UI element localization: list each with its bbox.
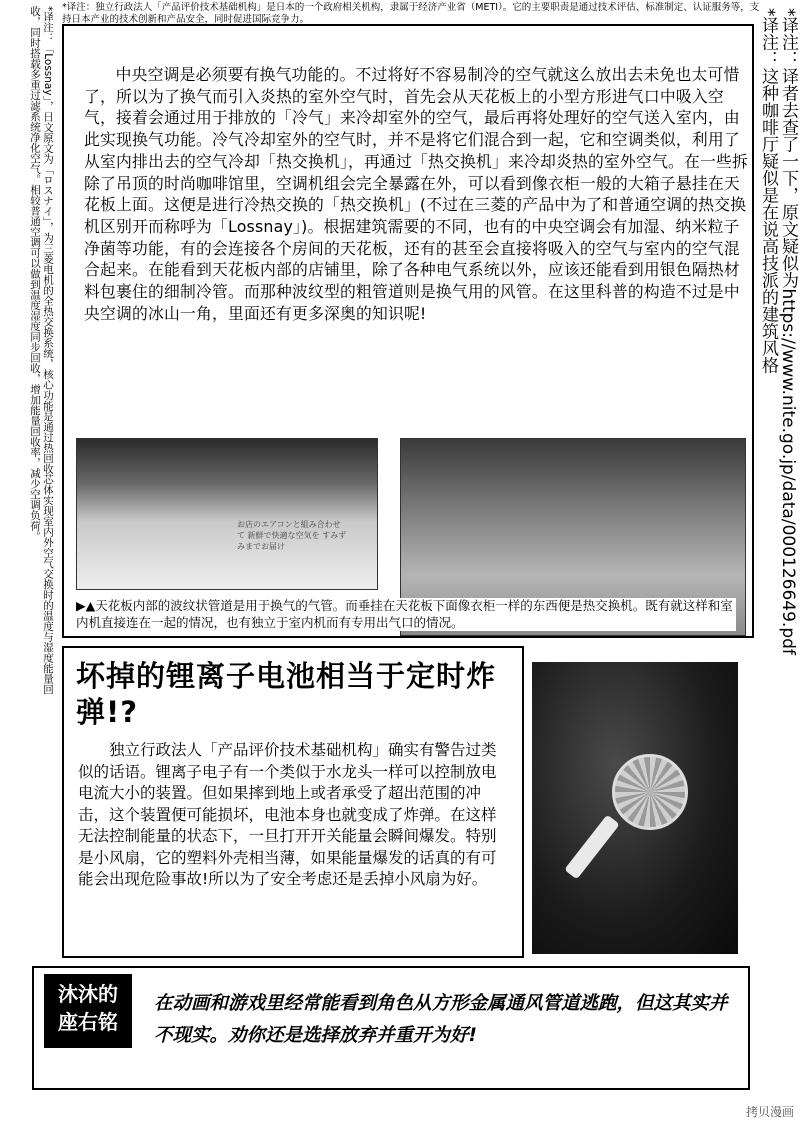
translator-notes-right — [756, 8, 798, 1098]
section-headline: 坏掉的锂离子电池相当于定时炸弹!? — [76, 659, 497, 729]
motto-label-line2: 座右铭 — [58, 1010, 118, 1034]
photo-caption: ▶▲天花板内部的波纹状管道是用于换气的气管。而垂挂在天花板下面像衣柜一样的东西便是热交换机。既有就这样和室内机直接连在一起的情况，也有独立于室内机而有专用出气口的情况。 — [76, 598, 736, 631]
watermark: 拷贝漫画 — [745, 1105, 794, 1119]
fan-handle — [564, 814, 620, 879]
broken-fan-photo — [532, 662, 738, 954]
motto-text: 在动画和游戏里经常能看到角色从方形金属通风管道逃跑，但这其实并不现实。劝你还是选择放弃并重开为好! — [154, 993, 728, 1046]
fan-head — [612, 754, 688, 830]
article-paragraph: 中央空调是必须要有换气功能的。不过将好不容易制冷的空气就这么放出去未免也太可惜了，所以为了换气而引入炎热的室外空气时，首先会从天花板上的小型方形进气口中吸入空气，接着会通过用于排放的「冷气」来冷却室外的空气，最后再将处理好的空气送入室内，由此实现换气功能。冷气冷却室外的空气时，并不是将它们混合到一起，它和空调类似，利用了从室内排出去的空气冷却「热交换机」，再通过「热交换机」来冷却炎热的室外空气。在一些拆除了吊顶的时尚咖啡馆里，空调机组会完全暴露在外，可以看到像衣柜一般的大箱子悬挂在天花板上面。这便是进行冷热交换的「热交换机」(不过在三菱的产品中为了和普通空调的热交换机区别开而称呼为「Lossnay」)。根据建筑需要的不同，也有的中央空调会有加湿、纳米粒子净菌等功能，有的会连接各个房间的天花板，还有的甚至会直接将吸入的空气与室内的空气混合起来。在能看到天花板内部的店铺里，除了各种电气系统以外，应该还能看到用银色隔热材料包裹住的细制冷管。而那种波纹型的粗管道则是换气用的风管。在这里科普的构造不过是中央空调的冰山一角，里面还有更多深奥的知识呢! — [84, 65, 748, 323]
translator-note-top: *译注：独立行政法人「产品评价技术基础机构」是日本的一个政府相关机构，隶属于经济产业省（METI）。它的主要职责是通过技术评估、标准制定、认证服务等，支持日本产业的技术创新和产品安全，同时促进国际竞争力。 — [62, 2, 760, 25]
translator-note-source-url: *译注：译者去查了一下，原文疑似为https://www.nite.go.jp/data/000126649.pdf — [778, 8, 798, 655]
motto-panel — [32, 966, 750, 1090]
central-ac-article-panel — [62, 24, 754, 638]
translator-note-left: *译注：「Lossnay」，日文原文为「ロスナイ」，为三菱电机的全热交换系统，核心功能是通过热回收芯体实现室内外空气交换时的温度与湿度能量回收，同时搭载多重过滤系统净化空气。相较普通空调可以做到温度湿度同步回收，增加能量回收率，减少空调负荷。 — [29, 6, 54, 695]
translator-note-architecture: *译注：这种咖啡厅疑似是在说高技派的建筑风格 — [758, 8, 778, 374]
photo-sign-text: お店のエアコンと組み合わせて 新鮮で快適な空気を すみずみまでお届け — [237, 520, 347, 551]
motto-label — [44, 974, 132, 1048]
motto-label-line1: 沐沐的 — [58, 982, 118, 1006]
lithium-battery-section — [62, 646, 524, 958]
ceiling-duct-photo — [76, 438, 378, 590]
section-body: 独立行政法人「产品评价技术基础机构」确实有警告过类似的话语。锂离子电子有一个类似于水龙头一样可以控制放电电流大小的装置。但如果摔到地上或者承受了超出范围的冲击，这个装置便可能损坏，电池本身也就变成了炸弹。在这样无法控制能量的状态下，一旦打开开关能量会瞬间爆发。特别是小风扇，它的塑料外壳相当薄，如果能量爆发的话真的有可能会出现危险事故!所以为了安全考虑还是丢掉小风扇为好。 — [78, 741, 497, 888]
